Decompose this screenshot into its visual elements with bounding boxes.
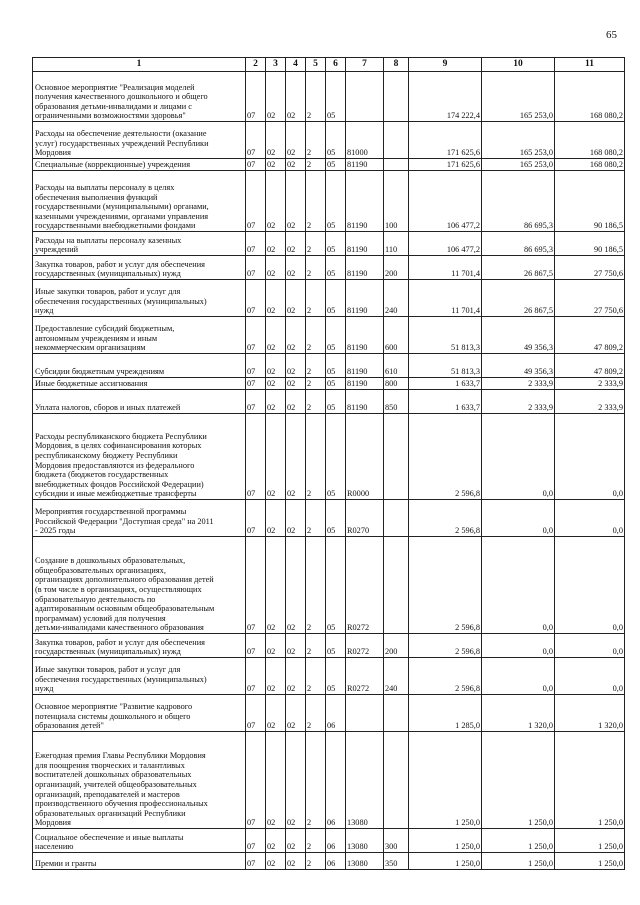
row-cell-c11: 1 320,0 (555, 695, 625, 732)
row-cell-c11: 1 250,0 (555, 732, 625, 829)
row-cell-c2: 07 (246, 354, 266, 378)
row-cell-c2: 07 (246, 500, 266, 537)
row-cell-c5: 2 (306, 829, 326, 853)
table-row (33, 414, 625, 500)
table-row (33, 732, 625, 829)
row-cell-c9: 51 813,3 (409, 317, 482, 354)
row-cell-c3: 02 (266, 537, 286, 634)
column-header: 9 (409, 58, 482, 72)
row-cell-c7: 81190 (346, 256, 384, 280)
row-cell-c5: 2 (306, 390, 326, 414)
row-cell-c4: 02 (286, 634, 306, 658)
row-cell-c11: 90 186,5 (555, 171, 625, 232)
row-cell-c7: 81000 (346, 122, 384, 159)
row-cell-c4: 02 (286, 732, 306, 829)
row-cell-c10: 2 333,9 (482, 378, 555, 390)
row-cell-c3: 02 (266, 732, 286, 829)
row-cell-c7: R0272 (346, 537, 384, 634)
row-cell-c3: 02 (266, 72, 286, 122)
row-cell-c7: 13080 (346, 853, 384, 870)
table-row (33, 829, 625, 853)
row-cell-c10: 165 253,0 (482, 72, 555, 122)
row-cell-c4: 02 (286, 500, 306, 537)
row-cell-c9: 2 596,8 (409, 658, 482, 695)
row-cell-c9: 2 596,8 (409, 414, 482, 500)
row-cell-c8 (384, 500, 409, 537)
row-cell-c8: 100 (384, 171, 409, 232)
row-cell-c5: 2 (306, 378, 326, 390)
row-name-cell: Иные закупки товаров, работ и услуг для обеспечения государственных (муниципальных) нужд (33, 280, 246, 317)
row-cell-c5: 2 (306, 500, 326, 537)
table-row (33, 72, 625, 122)
row-cell-c2: 07 (246, 634, 266, 658)
row-cell-c8: 200 (384, 634, 409, 658)
row-cell-c9: 11 701,4 (409, 256, 482, 280)
column-header: 7 (346, 58, 384, 72)
table-row (33, 658, 625, 695)
row-cell-c7: 81190 (346, 317, 384, 354)
row-cell-c2: 07 (246, 159, 266, 171)
row-cell-c9: 2 596,8 (409, 537, 482, 634)
row-cell-c7: 81190 (346, 390, 384, 414)
row-name-cell: Специальные (коррекционные) учреждения (33, 159, 246, 171)
row-name-cell: Иные бюджетные ассигнования (33, 378, 246, 390)
row-cell-c8: 110 (384, 232, 409, 256)
row-cell-c4: 02 (286, 159, 306, 171)
row-cell-c3: 02 (266, 171, 286, 232)
row-cell-c8 (384, 695, 409, 732)
table-row (33, 317, 625, 354)
row-cell-c11: 168 080,2 (555, 72, 625, 122)
row-cell-c9: 1 250,0 (409, 829, 482, 853)
row-cell-c2: 07 (246, 171, 266, 232)
table-row (33, 122, 625, 159)
row-cell-c6: 06 (326, 732, 346, 829)
column-header: 3 (266, 58, 286, 72)
row-cell-c7: 81190 (346, 171, 384, 232)
row-cell-c10: 26 867,5 (482, 256, 555, 280)
row-cell-c3: 02 (266, 829, 286, 853)
column-header: 5 (306, 58, 326, 72)
row-cell-c3: 02 (266, 500, 286, 537)
row-cell-c5: 2 (306, 414, 326, 500)
row-name-cell: Основное мероприятие "Реализация моделей получения качественного дошкольного и общего образования детьми-инвалидами и лицами с ограниченными возможностями здоровья" (33, 72, 246, 122)
row-cell-c2: 07 (246, 732, 266, 829)
row-cell-c3: 02 (266, 122, 286, 159)
budget-table (32, 57, 625, 870)
row-cell-c7: R0272 (346, 658, 384, 695)
row-name-cell: Закупка товаров, работ и услуг для обеспечения государственных (муниципальных) нужд (33, 256, 246, 280)
row-name-cell: Премии и гранты (33, 853, 246, 870)
row-cell-c6: 05 (326, 414, 346, 500)
row-cell-c2: 07 (246, 853, 266, 870)
row-name-cell: Социальное обеспечение и иные выплаты населению (33, 829, 246, 853)
row-cell-c9: 1 250,0 (409, 853, 482, 870)
row-cell-c11: 2 333,9 (555, 390, 625, 414)
row-cell-c7: 81190 (346, 378, 384, 390)
row-cell-c9: 106 477,2 (409, 171, 482, 232)
row-cell-c9: 1 633,7 (409, 390, 482, 414)
row-cell-c5: 2 (306, 280, 326, 317)
row-cell-c6: 05 (326, 500, 346, 537)
row-cell-c6: 05 (326, 378, 346, 390)
row-cell-c8 (384, 537, 409, 634)
row-cell-c5: 2 (306, 354, 326, 378)
row-name-cell: Расходы республиканского бюджета Республики Мордовия, в целях софинансирования которых республиканскому бюджету Республики Мордовия предоставляются из федерального бюджета (бюджетов государственных внебюджетных фондов Российской Федерации) субсидии и иные межбюджетные трансферты (33, 414, 246, 500)
table-row (33, 171, 625, 232)
table-row (33, 232, 625, 256)
row-cell-c3: 02 (266, 256, 286, 280)
row-cell-c4: 02 (286, 232, 306, 256)
row-cell-c5: 2 (306, 732, 326, 829)
row-cell-c6: 05 (326, 537, 346, 634)
row-cell-c7: R0000 (346, 414, 384, 500)
row-cell-c11: 0,0 (555, 500, 625, 537)
header-row (33, 58, 625, 72)
row-cell-c4: 02 (286, 390, 306, 414)
row-cell-c3: 02 (266, 658, 286, 695)
row-cell-c9: 1 285,0 (409, 695, 482, 732)
row-cell-c10: 49 356,3 (482, 317, 555, 354)
row-cell-c7 (346, 695, 384, 732)
row-name-cell: Уплата налогов, сборов и иных платежей (33, 390, 246, 414)
row-cell-c3: 02 (266, 634, 286, 658)
row-cell-c2: 07 (246, 658, 266, 695)
row-name-cell: Мероприятия государственной программы Российской Федерации "Доступная среда" на 2011 - 2025 годы (33, 500, 246, 537)
row-cell-c6: 05 (326, 280, 346, 317)
row-cell-c11: 27 750,6 (555, 256, 625, 280)
column-header: 6 (326, 58, 346, 72)
row-cell-c5: 2 (306, 232, 326, 256)
row-cell-c10: 1 250,0 (482, 732, 555, 829)
column-header: 8 (384, 58, 409, 72)
column-header: 1 (33, 58, 246, 72)
row-cell-c10: 86 695,3 (482, 171, 555, 232)
row-cell-c5: 2 (306, 159, 326, 171)
row-cell-c8: 850 (384, 390, 409, 414)
row-cell-c8: 800 (384, 378, 409, 390)
row-cell-c4: 02 (286, 354, 306, 378)
row-cell-c11: 1 250,0 (555, 853, 625, 870)
row-cell-c8: 610 (384, 354, 409, 378)
row-cell-c8: 200 (384, 256, 409, 280)
table-row (33, 378, 625, 390)
row-cell-c10: 165 253,0 (482, 122, 555, 159)
row-cell-c11: 47 809,2 (555, 317, 625, 354)
row-cell-c10: 0,0 (482, 537, 555, 634)
row-cell-c9: 106 477,2 (409, 232, 482, 256)
row-cell-c7: 13080 (346, 829, 384, 853)
row-cell-c2: 07 (246, 72, 266, 122)
row-cell-c9: 51 813,3 (409, 354, 482, 378)
row-cell-c8 (384, 122, 409, 159)
row-cell-c4: 02 (286, 171, 306, 232)
row-cell-c8 (384, 414, 409, 500)
row-cell-c11: 0,0 (555, 658, 625, 695)
row-cell-c8: 300 (384, 829, 409, 853)
row-name-cell: Создание в дошкольных образовательных, общеобразовательных организациях, организациях дополнительного образования детей (в том числе в организациях, осуществляющих образовательную деятельность по адаптированным основным общеобразовательным программам) условий для получения детьми-инвалидами качественного образования (33, 537, 246, 634)
row-cell-c5: 2 (306, 537, 326, 634)
row-name-cell: Закупка товаров, работ и услуг для обеспечения государственных (муниципальных) нужд (33, 634, 246, 658)
row-cell-c9: 2 596,8 (409, 500, 482, 537)
row-cell-c11: 2 333,9 (555, 378, 625, 390)
row-cell-c11: 0,0 (555, 537, 625, 634)
row-cell-c10: 0,0 (482, 634, 555, 658)
row-cell-c10: 86 695,3 (482, 232, 555, 256)
row-cell-c9: 171 625,6 (409, 159, 482, 171)
row-cell-c2: 07 (246, 829, 266, 853)
row-cell-c4: 02 (286, 280, 306, 317)
row-cell-c3: 02 (266, 695, 286, 732)
row-name-cell: Расходы на выплаты персоналу в целях обеспечения выполнения функций государственными (муниципальными) органами, казенными учреждениями, органами управления государственными внебюджетными фондами (33, 171, 246, 232)
row-cell-c5: 2 (306, 72, 326, 122)
row-cell-c2: 07 (246, 122, 266, 159)
row-cell-c6: 05 (326, 159, 346, 171)
row-cell-c8 (384, 159, 409, 171)
row-cell-c11: 27 750,6 (555, 280, 625, 317)
row-cell-c8: 350 (384, 853, 409, 870)
row-cell-c10: 1 250,0 (482, 829, 555, 853)
table-row (33, 280, 625, 317)
row-cell-c7: 81190 (346, 354, 384, 378)
row-cell-c5: 2 (306, 658, 326, 695)
row-cell-c11: 90 186,5 (555, 232, 625, 256)
table-row (33, 159, 625, 171)
row-cell-c6: 05 (326, 171, 346, 232)
page-number: 65 (606, 29, 617, 41)
table-row (33, 354, 625, 378)
table-row (33, 500, 625, 537)
row-cell-c7: R0272 (346, 634, 384, 658)
row-cell-c7: 13080 (346, 732, 384, 829)
row-cell-c4: 02 (286, 658, 306, 695)
table-row (33, 256, 625, 280)
row-cell-c8: 240 (384, 280, 409, 317)
row-cell-c10: 26 867,5 (482, 280, 555, 317)
row-name-cell: Расходы на обеспечение деятельности (оказание услуг) государственных учреждений Республики Мордовия (33, 122, 246, 159)
row-cell-c9: 174 222,4 (409, 72, 482, 122)
row-cell-c3: 02 (266, 159, 286, 171)
table-row (33, 390, 625, 414)
row-cell-c6: 06 (326, 695, 346, 732)
row-cell-c7: R0270 (346, 500, 384, 537)
row-cell-c5: 2 (306, 634, 326, 658)
row-cell-c3: 02 (266, 390, 286, 414)
row-cell-c2: 07 (246, 280, 266, 317)
row-cell-c6: 05 (326, 72, 346, 122)
row-cell-c2: 07 (246, 414, 266, 500)
row-cell-c10: 165 253,0 (482, 159, 555, 171)
row-cell-c11: 0,0 (555, 634, 625, 658)
row-cell-c3: 02 (266, 853, 286, 870)
row-cell-c6: 06 (326, 829, 346, 853)
row-cell-c4: 02 (286, 72, 306, 122)
row-cell-c5: 2 (306, 171, 326, 232)
row-cell-c3: 02 (266, 280, 286, 317)
row-cell-c3: 02 (266, 354, 286, 378)
row-cell-c10: 49 356,3 (482, 354, 555, 378)
row-cell-c10: 1 250,0 (482, 853, 555, 870)
row-cell-c4: 02 (286, 122, 306, 159)
row-cell-c6: 05 (326, 634, 346, 658)
row-cell-c8: 240 (384, 658, 409, 695)
row-cell-c9: 171 625,6 (409, 122, 482, 159)
row-cell-c2: 07 (246, 390, 266, 414)
row-cell-c9: 11 701,4 (409, 280, 482, 317)
row-cell-c11: 168 080,2 (555, 159, 625, 171)
row-cell-c2: 07 (246, 232, 266, 256)
row-cell-c4: 02 (286, 853, 306, 870)
row-cell-c3: 02 (266, 378, 286, 390)
row-cell-c7: 81190 (346, 232, 384, 256)
row-name-cell: Субсидии бюджетным учреждениям (33, 354, 246, 378)
table-row (33, 695, 625, 732)
row-cell-c9: 1 250,0 (409, 732, 482, 829)
row-cell-c4: 02 (286, 317, 306, 354)
row-cell-c5: 2 (306, 122, 326, 159)
row-cell-c6: 05 (326, 256, 346, 280)
table-row (33, 853, 625, 870)
row-name-cell: Расходы на выплаты персоналу казенных учреждений (33, 232, 246, 256)
row-cell-c10: 0,0 (482, 500, 555, 537)
row-cell-c11: 47 809,2 (555, 354, 625, 378)
row-name-cell: Ежегодная премия Главы Республики Мордовия для поощрения творческих и талантливых воспитателей дошкольных образовательных организаций, учителей общеобразовательных организаций, преподавателей и мастеров производственного обучения профессиональных образовательных организаций Республики Мордовия (33, 732, 246, 829)
row-cell-c6: 05 (326, 232, 346, 256)
row-cell-c5: 2 (306, 853, 326, 870)
row-cell-c9: 2 596,8 (409, 634, 482, 658)
column-header: 10 (482, 58, 555, 72)
row-cell-c10: 2 333,9 (482, 390, 555, 414)
row-cell-c7: 81190 (346, 159, 384, 171)
row-cell-c4: 02 (286, 414, 306, 500)
row-cell-c10: 1 320,0 (482, 695, 555, 732)
row-cell-c2: 07 (246, 317, 266, 354)
row-cell-c2: 07 (246, 378, 266, 390)
row-cell-c3: 02 (266, 232, 286, 256)
row-cell-c8: 600 (384, 317, 409, 354)
row-cell-c6: 05 (326, 122, 346, 159)
row-cell-c2: 07 (246, 695, 266, 732)
row-cell-c4: 02 (286, 695, 306, 732)
row-cell-c10: 0,0 (482, 414, 555, 500)
row-cell-c11: 0,0 (555, 414, 625, 500)
row-cell-c4: 02 (286, 537, 306, 634)
row-cell-c2: 07 (246, 537, 266, 634)
row-cell-c5: 2 (306, 256, 326, 280)
row-cell-c11: 168 080,2 (555, 122, 625, 159)
row-cell-c6: 06 (326, 853, 346, 870)
row-cell-c4: 02 (286, 256, 306, 280)
row-cell-c2: 07 (246, 256, 266, 280)
row-cell-c4: 02 (286, 829, 306, 853)
row-cell-c6: 05 (326, 658, 346, 695)
column-header: 11 (555, 58, 625, 72)
row-cell-c3: 02 (266, 414, 286, 500)
row-cell-c5: 2 (306, 317, 326, 354)
row-cell-c7: 81190 (346, 280, 384, 317)
row-cell-c6: 05 (326, 390, 346, 414)
row-cell-c10: 0,0 (482, 658, 555, 695)
row-cell-c9: 1 633,7 (409, 378, 482, 390)
row-cell-c3: 02 (266, 317, 286, 354)
row-cell-c7 (346, 72, 384, 122)
row-name-cell: Иные закупки товаров, работ и услуг для обеспечения государственных (муниципальных) нужд (33, 658, 246, 695)
table-row (33, 537, 625, 634)
row-cell-c6: 05 (326, 354, 346, 378)
row-name-cell: Предоставление субсидий бюджетным, автономным учреждениям и иным некоммерческим организациям (33, 317, 246, 354)
column-header: 4 (286, 58, 306, 72)
row-cell-c4: 02 (286, 378, 306, 390)
row-cell-c5: 2 (306, 695, 326, 732)
column-header: 2 (246, 58, 266, 72)
row-cell-c8 (384, 72, 409, 122)
table-row (33, 634, 625, 658)
row-name-cell: Основное мероприятие "Развитие кадрового потенциала системы дошкольного и общего образования детей" (33, 695, 246, 732)
row-cell-c8 (384, 732, 409, 829)
row-cell-c6: 05 (326, 317, 346, 354)
row-cell-c11: 1 250,0 (555, 829, 625, 853)
